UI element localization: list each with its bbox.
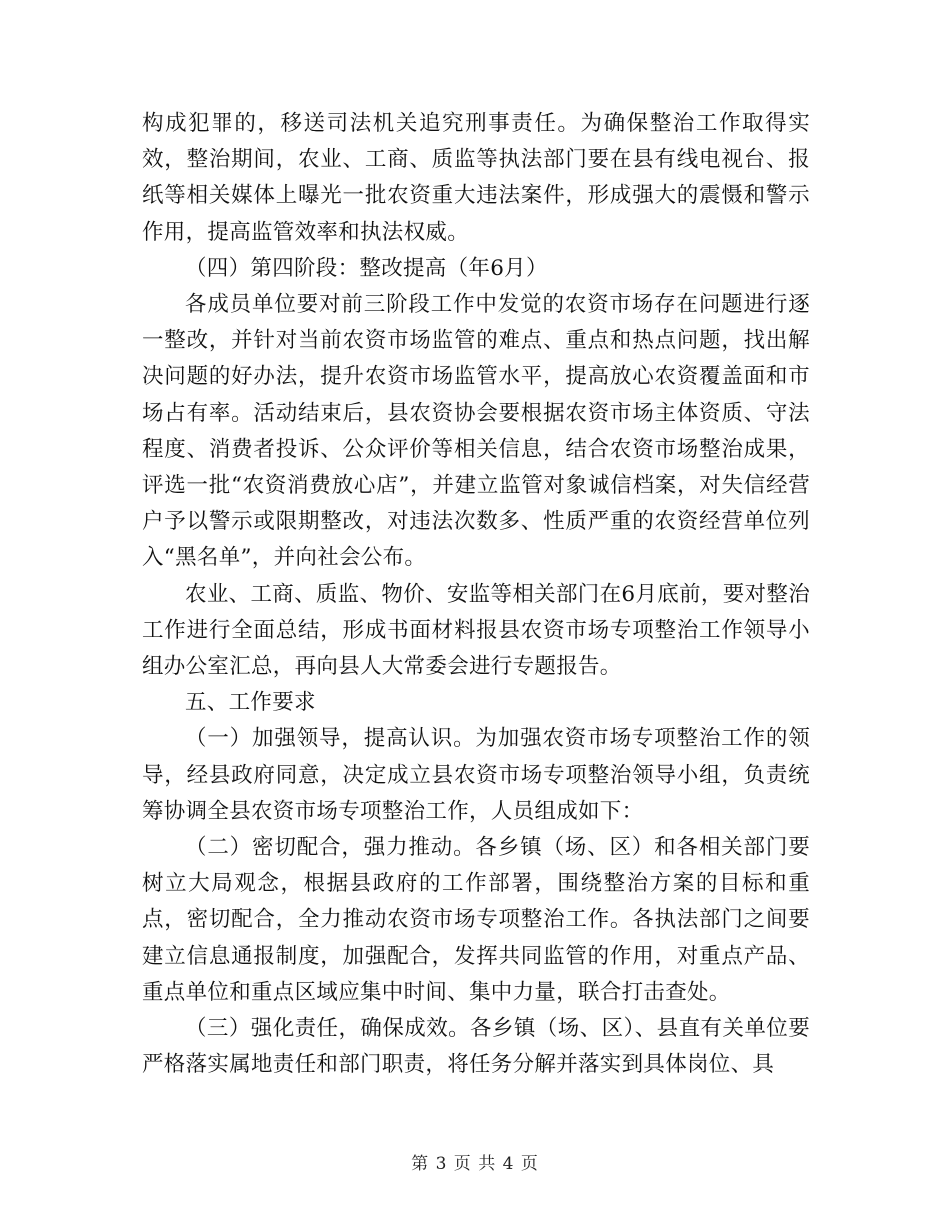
paragraph-stage-four-body: 各成员单位要对前三阶段工作中发觉的农资市场存在问题进行逐一整改，并针对当前农资市场监管的难点、重点和热点问题，找出解决问题的好办法，提升农资市场监管水平，提高放心农资覆盖面和市场占有率。活动结束后，县农资协会要根据农资市场主体资质、守法程度、消费者投诉、公众评价等相关信息，结合农资市场整治成果，评选一批“农资消费放心店”，并建立监管对象诚信档案，对失信经营户予以警示或限期整改，对违法次数多、性质严重的农资经营单位列入“黑名单”，并向社会公布。 (142, 292, 810, 571)
paragraph-requirement-three: （三）强化责任，确保成效。各乡镇（场、区）、县直有关单位要严格落实属地责任和部门职责，将任务分解并落实到具体岗位、具 (142, 1016, 810, 1078)
section-heading-work-requirements: 五、工作要求 (185, 690, 316, 716)
paragraph-requirement-one: （一）加强领导，提高认识。为加强农资市场专项整治工作的领导，经县政府同意，决定成立县农资市场专项整治领导小组，负责统筹协调全县农资市场专项整治工作，人员组成如下： (142, 726, 810, 824)
paragraph-requirement-two: （二）密切配合，强力推动。各乡镇（场、区）和各相关部门要树立大局观念，根据县政府的工作部署，围绕整治方案的目标和重点，密切配合，全力推动农资市场专项整治工作。各执法部门之间要建立信息通报制度，加强配合，发挥共同监管的作用，对重点产品、重点单位和重点区域应集中时间、集中力量，联合打击查处。 (142, 835, 810, 1005)
document-body (142, 106, 810, 1083)
paragraph-summary-report: 农业、工商、质监、物价、安监等相关部门在6月底前，要对整治工作进行全面总结，形成书面材料报县农资市场专项整治工作领导小组办公室汇总，再向县人大常委会进行专题报告。 (142, 581, 810, 680)
page-number-footer: 第 3 页 共 4 页 (411, 1154, 539, 1174)
section-heading-stage-four: （四）第四阶段：整改提高（年6月） (185, 255, 548, 281)
paragraph-continuation: 构成犯罪的，移送司法机关追究刑事责任。为确保整治工作取得实效，整治期间，农业、工商、质监等执法部门要在县有线电视台、报纸等相关媒体上曝光一批农资重大违法案件，形成强大的震慑和警示作用，提高监管效率和执法权威。 (142, 111, 810, 245)
